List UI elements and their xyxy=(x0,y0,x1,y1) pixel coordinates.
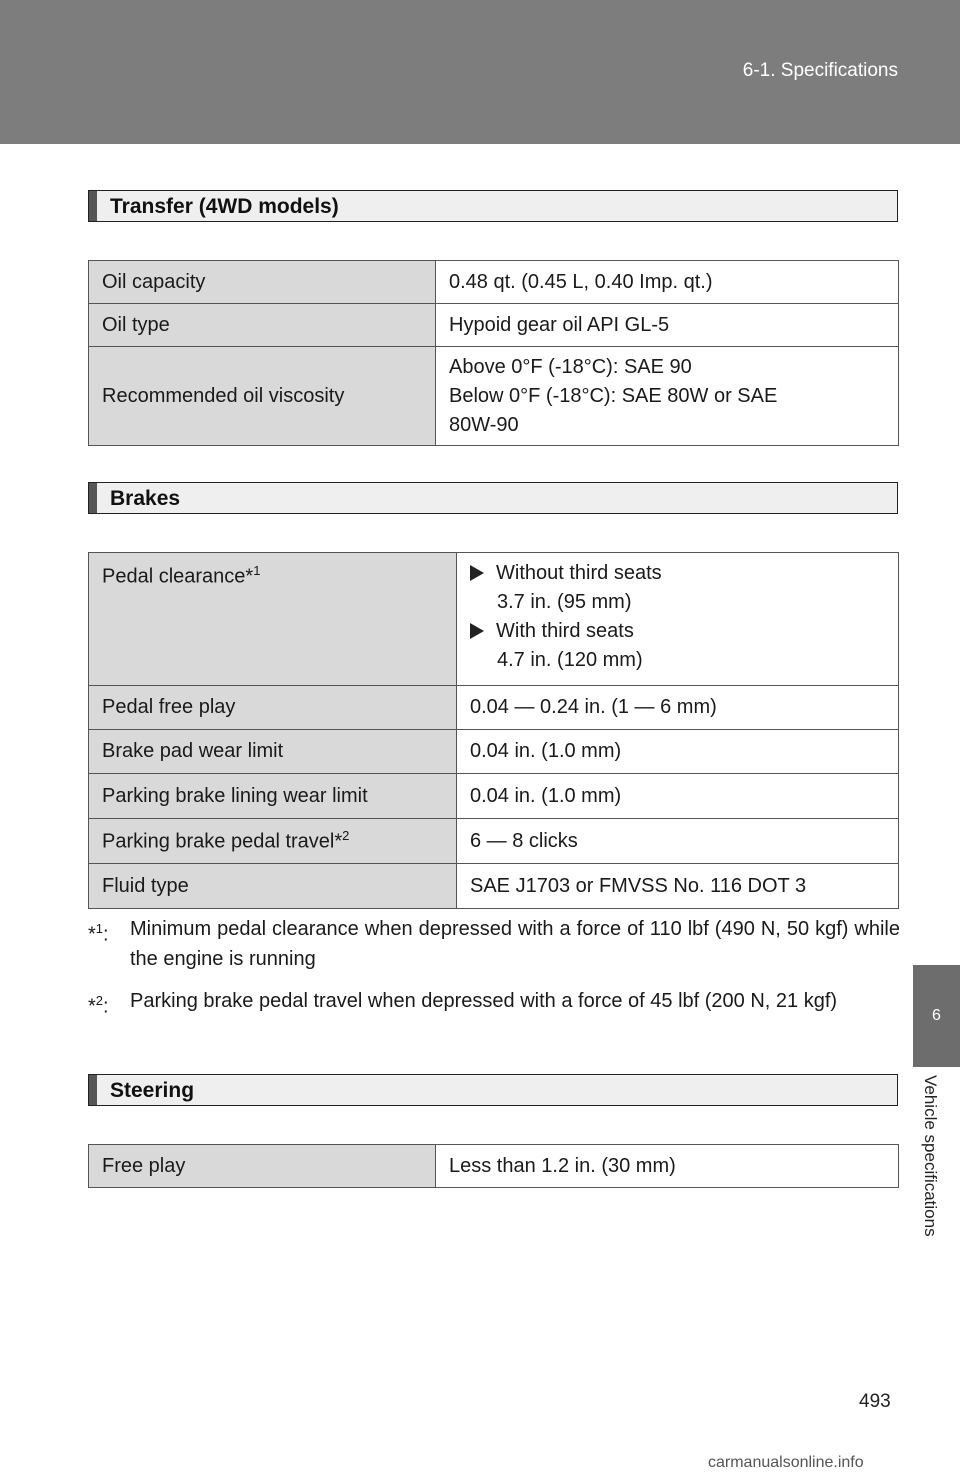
spec-value: 0.04 — 0.24 in. (1 — 6 mm) xyxy=(457,686,899,730)
option-label: Without third seats xyxy=(496,562,662,584)
pedal-clearance-key: Pedal clearance* xyxy=(102,565,254,588)
spec-value: Less than 1.2 in. (30 mm) xyxy=(436,1145,899,1188)
viscosity-line: 80W-90 xyxy=(449,413,519,436)
chapter-label-container xyxy=(918,1075,946,1295)
triangle-bullet-icon xyxy=(470,565,484,581)
spec-key xyxy=(89,819,457,864)
table-row xyxy=(89,261,899,304)
footnote xyxy=(88,986,900,1016)
spec-value: 6 — 8 clicks xyxy=(457,819,899,864)
table-row xyxy=(89,864,899,909)
spec-key: Oil capacity xyxy=(89,261,436,304)
option-bullet xyxy=(470,617,898,646)
table-row xyxy=(89,304,899,347)
option-label: With third seats xyxy=(496,620,634,642)
option-bullet xyxy=(470,559,898,588)
table-row xyxy=(89,819,899,864)
table-row xyxy=(89,686,899,730)
spec-key: Recommended oil viscosity xyxy=(89,347,436,446)
spec-key xyxy=(89,553,457,686)
transfer-title-text: Transfer (4WD models) xyxy=(110,195,339,218)
page-number: 493 xyxy=(859,1391,891,1412)
section-breadcrumb: 6-1. Specifications xyxy=(742,60,898,81)
steering-section-title xyxy=(88,1074,898,1106)
spec-value: SAE J1703 or FMVSS No. 116 DOT 3 xyxy=(457,864,899,909)
table-row xyxy=(89,774,899,819)
spec-key: Brake pad wear limit xyxy=(89,730,457,774)
spec-value xyxy=(457,553,899,686)
chapter-number: 6 xyxy=(932,1007,941,1024)
watermark: carmanualsonline.info xyxy=(708,1454,864,1471)
brakes-table xyxy=(88,552,899,909)
spec-key: Fluid type xyxy=(89,864,457,909)
table-row xyxy=(89,553,899,686)
table-row xyxy=(89,347,899,446)
spec-value xyxy=(436,347,899,446)
viscosity-line: Above 0°F (-18°C): SAE 90 xyxy=(449,355,692,378)
brakes-title-text: Brakes xyxy=(110,487,181,510)
spec-value: 0.48 qt. (0.45 L, 0.40 Imp. qt.) xyxy=(436,261,899,304)
page-header xyxy=(0,0,960,144)
option-value: 3.7 in. (95 mm) xyxy=(497,591,632,613)
footnote-marker: *$^1$: xyxy=(88,921,109,946)
footnote-text: Parking brake pedal travel when depressed with a force of 45 lbf (200 N, 21 kgf) xyxy=(130,990,838,1012)
transfer-section-title xyxy=(88,190,898,222)
spec-value: 0.04 in. (1.0 mm) xyxy=(457,730,899,774)
footnote-ref: 1 xyxy=(253,563,261,578)
spec-value: Hypoid gear oil API GL-5 xyxy=(436,304,899,347)
steering-table xyxy=(88,1144,899,1188)
viscosity-line: Below 0°F (-18°C): SAE 80W or SAE xyxy=(449,384,778,407)
spec-key: Parking brake lining wear limit xyxy=(89,774,457,819)
triangle-bullet-icon xyxy=(470,623,484,639)
brakes-section-title xyxy=(88,482,898,514)
table-row xyxy=(89,730,899,774)
transfer-table xyxy=(88,260,899,446)
chapter-tab xyxy=(913,965,960,1067)
steering-title-text: Steering xyxy=(110,1079,195,1102)
spec-key: Free play xyxy=(89,1145,436,1188)
spec-key: Oil type xyxy=(89,304,436,347)
footnote xyxy=(88,914,900,974)
table-row xyxy=(89,1145,899,1188)
footnote-marker: *$^2$: xyxy=(88,993,109,1018)
footnote-text: Minimum pedal clearance when depressed with a force of 110 lbf (490 N, 50 kgf) while the engine is running xyxy=(130,918,900,970)
option-value: 4.7 in. (120 mm) xyxy=(497,649,643,671)
footnote-ref: 2 xyxy=(342,828,350,844)
spec-value: 0.04 in. (1.0 mm) xyxy=(457,774,899,819)
spec-key: Pedal free play xyxy=(89,686,457,730)
pedal-travel-key: Parking brake pedal travel* xyxy=(102,830,343,853)
chapter-label: Vehicle specifications xyxy=(921,1075,940,1237)
